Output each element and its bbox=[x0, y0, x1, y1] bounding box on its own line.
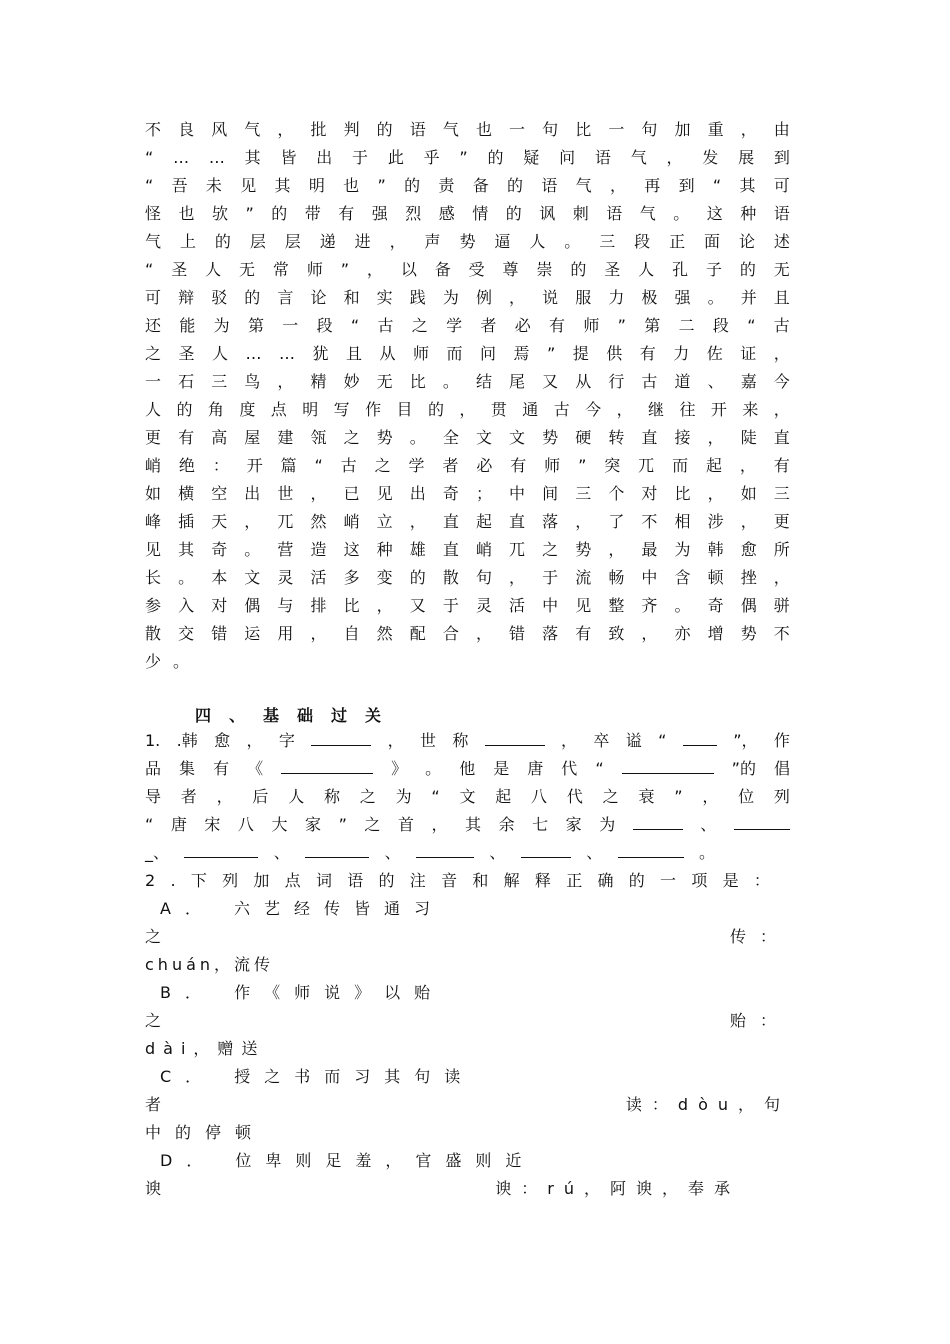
passage-line: 还 能 为 第 一 段 “ 古 之 学 者 必 有 师 ” 第 二 段 “ 古 bbox=[145, 316, 790, 335]
option-b-gloss-word: 贻： bbox=[729, 1011, 790, 1030]
q1-line-3: 导 者 ， 后 人 称 之 为 “ 文 起 八 代 之 衰 ” ， 位 列 bbox=[145, 787, 790, 806]
passage-line: 少 。 bbox=[145, 652, 190, 671]
option-b-cont: 之 bbox=[145, 1011, 176, 1030]
option-a bbox=[160, 897, 805, 921]
passage-line: “ … … 其 皆 出 于 此 乎 ” 的 疑 问 语 气 ， 发 展 到 bbox=[145, 148, 790, 167]
passage-line: 峰 插 天 ， 兀 然 峭 立 ， 直 起 直 落 ， 了 不 相 涉 ， 更 bbox=[145, 512, 790, 531]
passage-line: 见 其 奇 。 营 造 这 种 雄 直 峭 兀 之 势 ， 最 为 韩 愈 所 bbox=[145, 540, 790, 559]
answer-blank[interactable] bbox=[683, 729, 717, 746]
passage-line: “ 圣 人 无 常 师 ” ， 以 备 受 尊 崇 的 圣 人 孔 子 的 无 bbox=[145, 260, 790, 279]
q1-line-4: “ 唐 宋 八 大 家 ” 之 首 ， 其 余 七 家 为 、 bbox=[145, 813, 790, 837]
option-b-text: 作《师说》以贻 bbox=[234, 983, 445, 1002]
option-a-gloss-word: 传： bbox=[729, 927, 790, 946]
option-d-label: D． bbox=[160, 1151, 217, 1170]
answer-blank[interactable] bbox=[416, 841, 474, 858]
section-heading: 四、基础过关 bbox=[195, 706, 400, 725]
answer-blank[interactable] bbox=[311, 729, 371, 746]
answer-blank[interactable] bbox=[622, 757, 714, 774]
option-c-cont-line bbox=[145, 1093, 790, 1117]
passage-line: 之 圣 人 … … 犹 且 从 师 而 问 焉 ” 提 供 有 力 佐 证 ， bbox=[145, 344, 790, 363]
option-d-gloss-word: 谀：rú，阿谀，奉承 bbox=[495, 1179, 740, 1198]
option-c-label: C． bbox=[160, 1067, 216, 1086]
option-c-text: 授之书而习其句读 bbox=[234, 1067, 475, 1086]
option-d-cont: 谀 bbox=[145, 1179, 176, 1198]
answer-blank[interactable] bbox=[281, 757, 373, 774]
passage-line: 散 交 错 运 用 ， 自 然 配 合 ， 错 落 有 致 ， 亦 增 势 不 bbox=[145, 624, 790, 643]
passage-line: “ 吾 未 见 其 明 也 ” 的 责 备 的 语 气 ， 再 到 “ 其 可 bbox=[145, 176, 790, 195]
option-d-text: 位卑则足羞，官盛则近 bbox=[235, 1151, 536, 1170]
option-a-text: 六艺经传皆通习 bbox=[234, 899, 445, 918]
option-a-cont: 之 bbox=[145, 927, 176, 946]
passage-line: 不 良 风 气 ， 批 判 的 语 气 也 一 句 比 一 句 加 重 ， 由 bbox=[145, 120, 790, 139]
answer-blank[interactable] bbox=[521, 841, 571, 858]
q2-stem: 2 . 下 列 加 点 词 语 的 注 音 和 解 释 正 确 的 一 项 是 ： bbox=[145, 871, 770, 890]
passage-line: 更 有 高 屋 建 瓴 之 势 。 全 文 文 势 硬 转 直 接 ， 陡 直 bbox=[145, 428, 790, 447]
option-b bbox=[160, 981, 805, 1005]
answer-blank[interactable] bbox=[734, 813, 790, 830]
option-d-cont-line bbox=[145, 1177, 790, 1201]
passage-line: 参 入 对 偶 与 排 比 ， 又 于 灵 活 中 见 整 齐 。 奇 偶 骈 bbox=[145, 596, 790, 615]
q1-line-1: 1. .韩 愈 ， 字 ， 世 称 ， 卒 谥 “ ”， 作 bbox=[145, 731, 790, 750]
answer-blank[interactable] bbox=[485, 729, 545, 746]
answer-blank[interactable] bbox=[305, 841, 369, 858]
passage-line: 可 辩 驳 的 言 论 和 实 践 为 例 ， 说 服 力 极 强 。 并 且 bbox=[145, 288, 790, 307]
option-c bbox=[160, 1065, 805, 1089]
q1-line-5: _、 、 、 、 、 。 bbox=[145, 843, 715, 862]
passage-line: 长 。 本 文 灵 活 多 变 的 散 句 ， 于 流 畅 中 含 顿 挫 ， bbox=[145, 568, 790, 587]
option-a-gloss: chuán，流传 bbox=[145, 955, 275, 974]
passage-line: 如 横 空 出 世 ， 已 见 出 奇 ； 中 间 三 个 对 比 ， 如 三 bbox=[145, 484, 790, 503]
option-b-cont-line bbox=[145, 1009, 790, 1033]
q1-line-2: 品 集 有 《 》 。 他 是 唐 代 “ ”的 倡 bbox=[145, 759, 790, 778]
answer-blank[interactable] bbox=[184, 841, 258, 858]
option-b-gloss: dài，赠送 bbox=[145, 1039, 266, 1058]
option-c-gloss: 中的停顿 bbox=[145, 1123, 266, 1142]
option-d bbox=[160, 1149, 805, 1173]
option-b-label: B． bbox=[160, 983, 215, 1002]
passage-line: 一 石 三 鸟 ， 精 妙 无 比 。 结 尾 又 从 行 古 道 、 嘉 今 bbox=[145, 372, 790, 391]
answer-blank[interactable] bbox=[618, 841, 684, 858]
option-a-cont-line bbox=[145, 925, 790, 949]
passage-line: 气 上 的 层 层 递 进 ， 声 势 逼 人 。 三 段 正 面 论 述 bbox=[145, 232, 790, 251]
passage-line: 怪 也 欤 ” 的 带 有 强 烈 感 情 的 讽 刺 语 气 。 这 种 语 bbox=[145, 204, 790, 223]
option-c-cont: 者 bbox=[145, 1095, 176, 1114]
option-a-label: A． bbox=[160, 899, 215, 918]
answer-blank[interactable] bbox=[633, 813, 683, 830]
passage-line: 峭 绝 ： 开 篇 “ 古 之 学 者 必 有 师 ” 突 兀 而 起 ， 有 bbox=[145, 456, 790, 475]
passage-line: 人 的 角 度 点 明 写 作 目 的 ， 贯 通 古 今 ， 继 往 开 来 ， bbox=[145, 400, 790, 419]
option-c-gloss-word: 读：dòu，句 bbox=[625, 1095, 790, 1114]
